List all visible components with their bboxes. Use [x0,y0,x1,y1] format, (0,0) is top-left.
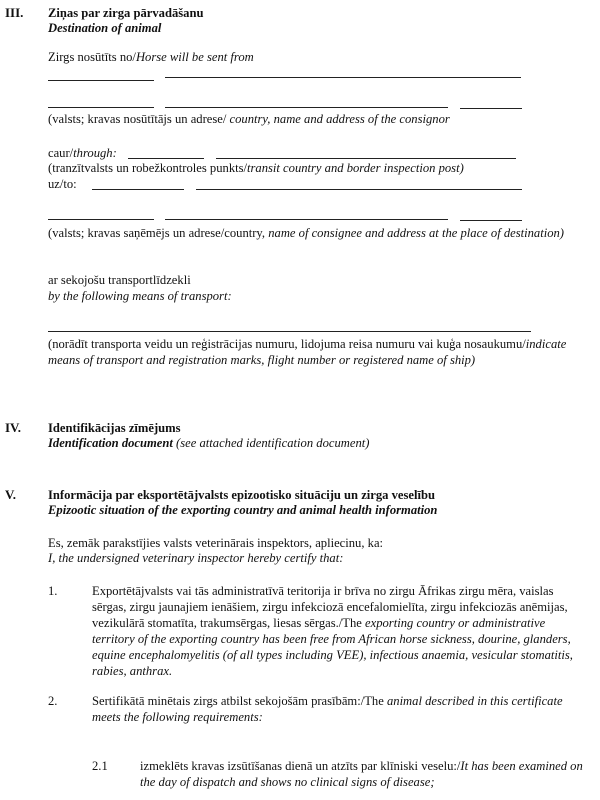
transport-label-en: by the following means of transport: [48,289,232,303]
section-v-numeral: V. [5,487,16,502]
consignor-caption-en: country, name and address of the consignor [229,112,450,126]
subitem-2-1-text [140,758,588,790]
item-2-text-en: animal described in this certificate meets the following requirements: [92,694,563,724]
consignor-caption-lv: (valsts; kravas nosūtītājs un adrese/ [48,112,230,126]
subitem-2-1-text-lv: izmeklēts kravas izsūtīšanas dienā un atzīts par klīniski veselu:/ [140,759,461,773]
section-iii-heading-lv: Ziņas par zirga pārvadāšanu [48,6,204,20]
through-label-en: through: [73,146,117,160]
through-label [48,145,117,161]
to-field-2[interactable] [196,189,522,190]
through-label-lv: caur/ [48,146,74,160]
item-2-text [92,693,588,725]
subitem-2-1-number: 2.1 [92,759,108,773]
certify-lv: Es, zemāk parakstījies valsts veterinārais inspektors, apliecinu, ka: [48,536,384,550]
through-field-1[interactable] [128,158,204,159]
transit-caption [48,160,464,176]
item-2-number: 2. [48,694,58,708]
sent-from-label-lv: Zirgs nosūtīts no/ [48,50,136,64]
consignor-field-1[interactable] [48,107,154,108]
transport-caption-lv: (norādīt transporta veidu un reģistrācijas numuru, lidojuma reisa numuru vai kuģa nosaukumu/ [48,337,526,351]
consignor-field-3[interactable] [460,108,522,109]
item-1-text-en: exporting country or administrative territory of the exporting country has been free from African horse sickness, dourine, glanders, equine encephalomyelitis (of all types including VEE), infectious anaemia, vesicular stomatitis, rabies, anthrax. [92,616,573,678]
transport-caption-en: indicate means of transport and registration marks, flight number or registered name of ship) [48,337,567,367]
to-field-1[interactable] [92,189,184,190]
section-iv-heading-en-note: (see attached identification document) [172,436,370,450]
through-field-2[interactable] [216,158,516,159]
consignee-caption-en: name of consignee and address at the place of destination) [268,226,565,240]
section-iv-heading-en [48,435,369,451]
to-label: uz/to: [48,177,77,191]
sent-from-label-en: Horse will be sent from [135,50,254,64]
item-1-text-lv: Exportētājvalsts vai tās administratīvā teritorija ir brīva no zirgu Āfrikas zirgu mēra, vaislas sērgas, zirgu jaunajiem ienāšiem, zirgu infekciozā encefalomielīta, zirgu infekciozās anēmijas, vezikulārā stomatīta, trakumsērgas, liesas sērgas./The [92,584,568,630]
section-v-heading-en: Epizootic situation of the exporting country and animal health information [48,503,438,517]
section-iii-numeral: III. [5,5,24,20]
item-1-text [92,583,588,679]
transit-caption-lv: (tranzītvalsts un robežkontroles punkts/ [48,161,248,175]
transport-label-lv: ar sekojošu transportlīdzekli [48,273,191,287]
consignee-caption [48,225,583,241]
section-v-heading-lv: Informācija par eksportētājvalsts epizootisko situāciju un zirga veselību [48,488,436,502]
section-iv-heading-lv: Identifikācijas zīmējums [48,421,181,435]
section-iii-heading-en: Destination of animal [48,21,162,35]
section-iv-numeral: IV. [5,420,22,435]
consignee-field-1[interactable] [48,219,154,220]
sent-from-label [48,49,254,65]
transport-caption [48,336,588,368]
consignee-field-2[interactable] [165,219,448,220]
transport-field[interactable] [48,331,531,332]
consignee-caption-lv: (valsts; kravas saņēmējs un adrese/country, [48,226,269,240]
certify-en: I, the undersigned veterinary inspector hereby certify that: [48,551,344,565]
section-iv-heading-en-main: Identification document [48,436,173,450]
consignee-field-3[interactable] [460,220,522,221]
sent-from-field-1[interactable] [48,80,154,81]
consignor-field-2[interactable] [165,107,448,108]
transit-caption-en: transit country and border inspection post) [247,161,464,175]
subitem-2-1-text-en: It has been examined on the day of dispatch and shows no clinical signs of disease; [140,759,583,789]
item-2-text-lv: Sertifikātā minētais zirgs atbilst sekojošām prasībām:/The [92,694,387,708]
sent-from-field-2[interactable] [165,77,521,78]
item-1-number: 1. [48,584,58,598]
consignor-caption [48,111,450,127]
